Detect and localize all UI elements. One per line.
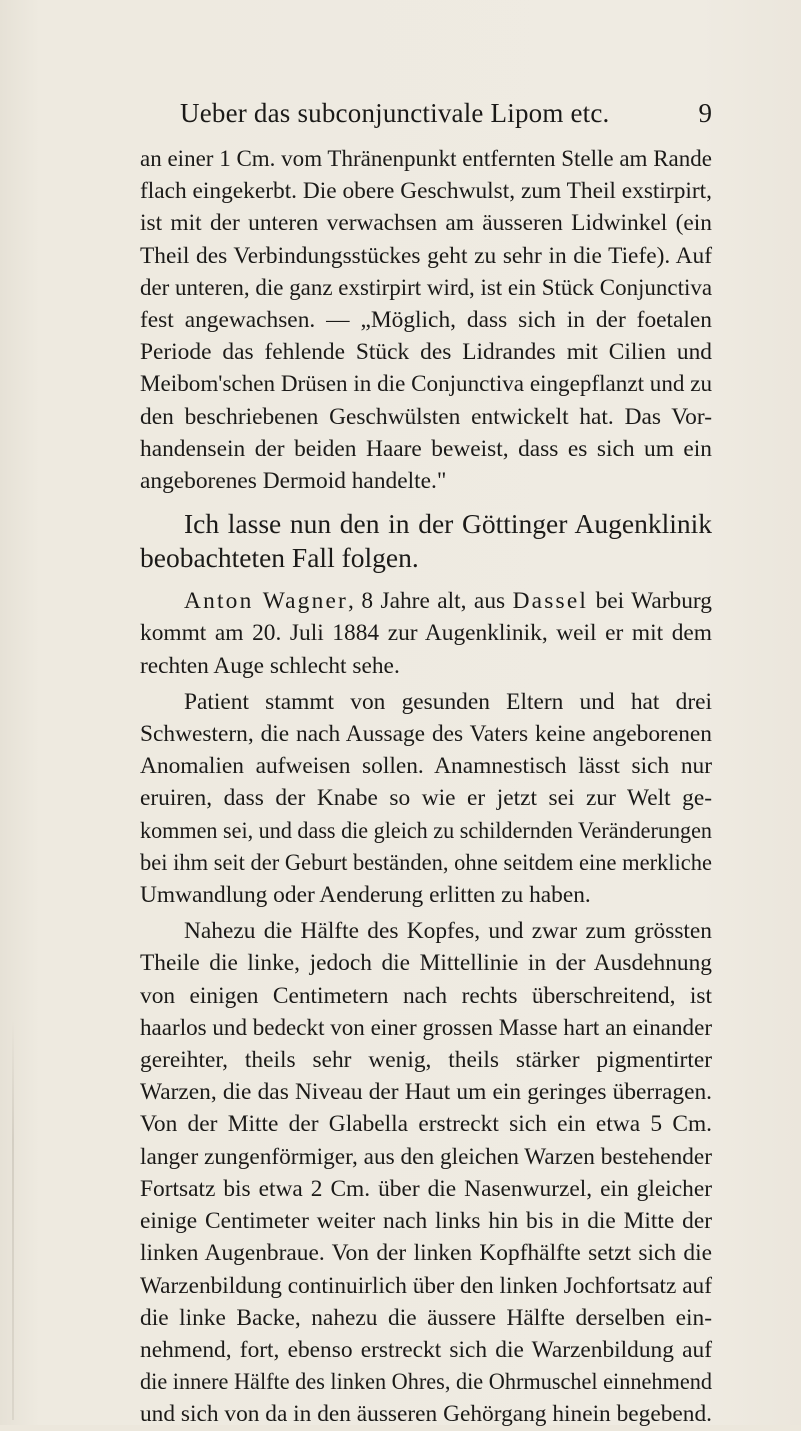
text-line: nehmend, fort, ebenso erstreckt sich die Warzenbildung auf — [140, 1336, 712, 1363]
text-line: gereihter, theils sehr wenig, theils stärker pigmentirter — [140, 1047, 712, 1074]
paragraph-3 — [140, 585, 712, 682]
text-line: Von der Mitte der Glabella erstreckt sich ein etwa 5 Cm. — [140, 1111, 712, 1138]
text-line: langer zungenförmiger, aus den gleichen Warzen bestehender — [140, 1143, 712, 1170]
text-fragment: , 8 Jahre alt, aus — [348, 588, 513, 615]
text-line: handensein der beiden Haare beweist, dass es sich um ein — [140, 435, 712, 462]
text-line: an einer 1 Cm. vom Thränenpunkt entfernten Stelle am Rande — [140, 146, 712, 172]
text-line: die linke Backe, nahezu die äussere Hälfte derselben ein- — [140, 1304, 712, 1331]
text-line: einige Centimeter weiter nach links hin bis in die Mitte der — [140, 1208, 712, 1235]
text-line: linken Augenbraue. Von der linken Kopfhälfte setzt sich die — [140, 1240, 712, 1267]
text-line: bei ihm seit der Geburt beständen, ohne seitdem eine merkliche — [140, 849, 713, 876]
text-line: Meibom'schen Drüsen in die Conjunctiva eingepflanzt und zu — [140, 371, 713, 398]
text-line: Periode das fehlende Stück des Lidrandes mit Cilien und — [140, 339, 712, 366]
text-line: haarlos und bedeckt von einer grossen Masse hart an einander — [140, 1014, 713, 1041]
paragraph-4 — [140, 686, 712, 911]
text-line: flach eingekerbt. Die obere Geschwulst, zum Theil exstirpirt, — [140, 178, 713, 205]
running-title: Ueber das subconjunctivale Lipom etc. — [180, 98, 610, 128]
text-line: ist mit der unteren verwachsen am äusseren Lidwinkel (ein — [140, 210, 712, 237]
text-fragment: bei Warburg — [588, 588, 712, 615]
text-line: Umwandlung oder Aenderung erlitten zu haben. — [140, 882, 591, 909]
text-line: der unteren, die ganz exstirpirt wird, ist ein Stück Conjunctiva — [140, 274, 713, 301]
text-line: kommen sei, und dass die gleich zu schildernden Veränderungen — [140, 817, 712, 844]
text-line: Warzen, die das Niveau der Haut um ein geringes überragen. — [140, 1079, 712, 1106]
text-line: Fortsatz bis etwa 2 Cm. über die Nasenwurzel, ein gleicher — [140, 1175, 712, 1202]
paragraph-2 — [140, 507, 712, 575]
text-line: Patient stammt von gesunden Eltern und hat drei — [184, 688, 712, 715]
text-line: rechten Auge schlecht sehe. — [140, 652, 400, 679]
text-line: Theile die linke, jedoch die Mittellinie in der Ausdehnung — [140, 950, 712, 977]
text-line: kommt am 20. Juli 1884 zur Augenklinik, weil er mit dem — [140, 620, 712, 647]
paragraph-5 — [140, 915, 712, 1430]
text-line — [140, 585, 712, 617]
text-line: von einigen Centimetern nach rechts überschreitend, ist — [140, 982, 712, 1009]
text-line: angeborenes Dermoid handelte." — [140, 468, 447, 495]
page-header — [140, 98, 712, 138]
text-line: Nahezu die Hälfte des Kopfes, und zwar zum grössten — [184, 918, 712, 945]
page-crease-shadow — [12, 1020, 14, 1420]
patient-name: Anton Wagner — [184, 588, 349, 615]
text-line: fest angewachsen. — „Möglich, dass sich in der foetalen — [140, 307, 712, 334]
text-line: Warzenbildung continuirlich über den linken Jochfortsatz auf — [140, 1272, 713, 1299]
text-line: eruiren, dass der Knabe so wie er jetzt sei zur Welt ge- — [140, 785, 712, 812]
paragraph-1 — [140, 143, 712, 497]
body-text — [140, 143, 712, 1431]
text-line: Theil des Verbindungsstückes geht zu sehr in die Tiefe). Auf — [140, 242, 712, 269]
text-line: Ich lasse nun den in der Göttinger Augenklinik — [184, 508, 712, 540]
text-line: den beschriebenen Geschwülsten entwickelt hat. Das Vor- — [140, 403, 712, 430]
text-line: Schwestern, die nach Aussage des Vaters keine angeborenen — [140, 721, 712, 748]
place-name: Dassel — [512, 588, 589, 615]
text-line: Anomalien aufweisen sollen. Anamnestisch lässt sich nur — [140, 753, 712, 780]
text-line: die innere Hälfte des linken Ohres, die Ohrmuschel einnehmend — [140, 1369, 712, 1396]
page-number: 9 — [698, 98, 712, 128]
text-line: beobachteten Fall folgen. — [140, 542, 419, 574]
text-line: und sich von da in den äusseren Gehörgang hinein begebend. — [140, 1401, 712, 1428]
